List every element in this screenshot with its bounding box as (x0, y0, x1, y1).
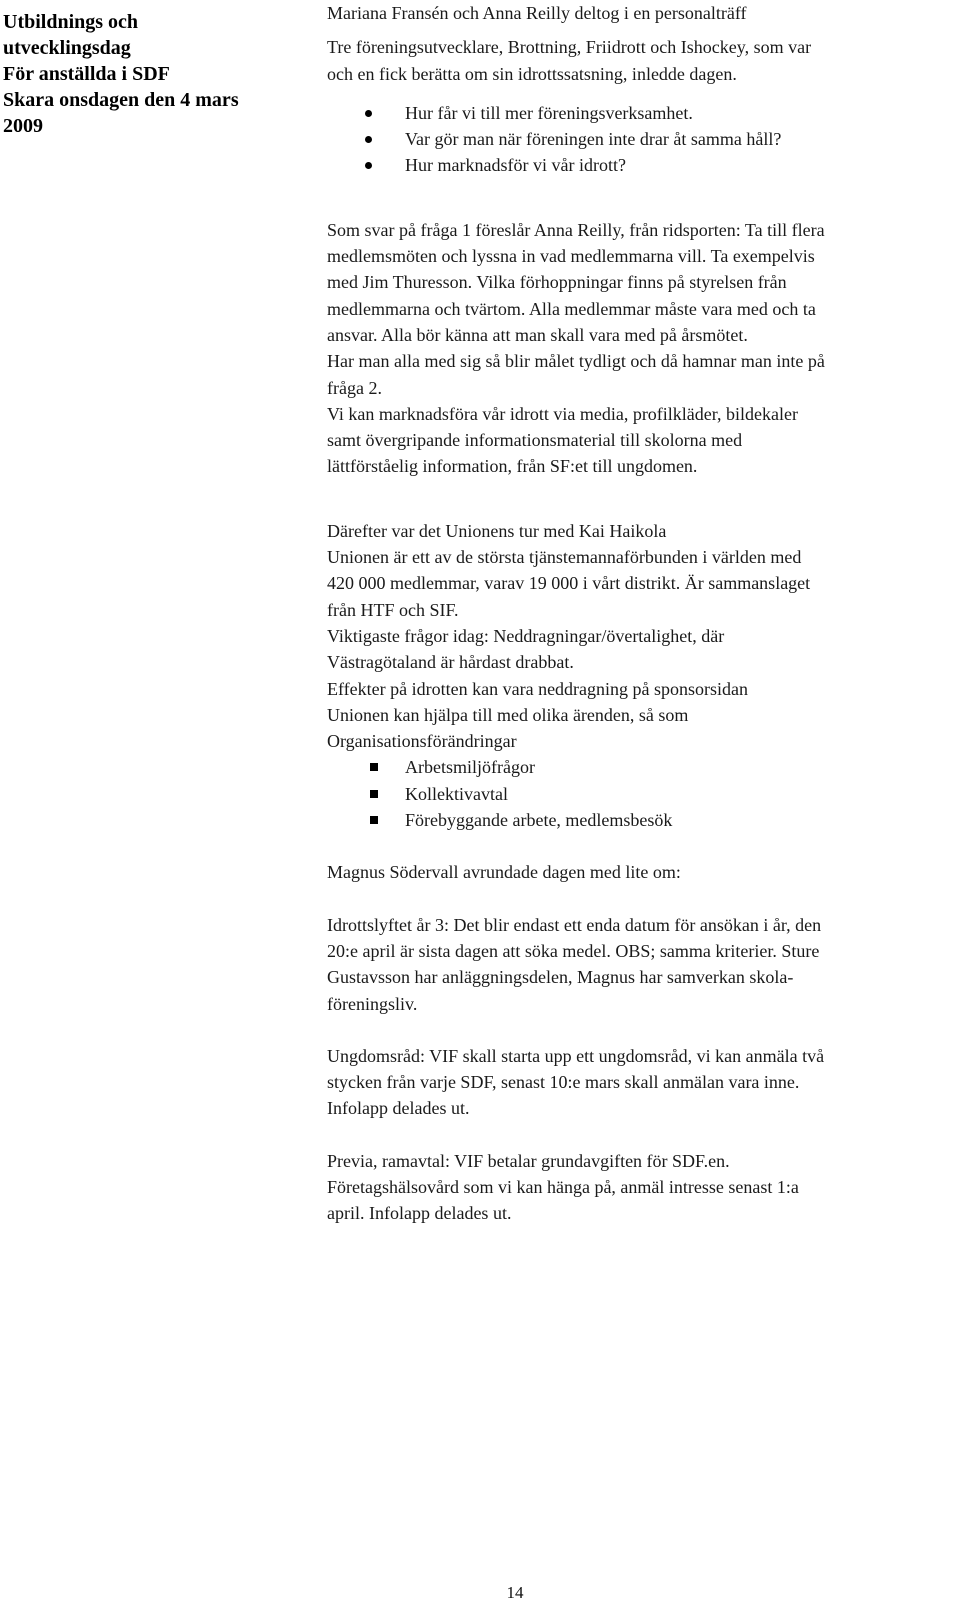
text-line: Unionen är ett av de största tjänstemannaförbunden i världen med (327, 547, 802, 568)
text-line: medlemsmöten och lyssna in vad medlemmarna vill. Ta exempelvis (327, 246, 815, 267)
sidebar-title-line: 2009 (3, 115, 43, 137)
list-item-text: Arbetsmiljöfrågor (405, 757, 535, 778)
sidebar-title-line: utvecklingsdag (3, 37, 131, 59)
text-line: samt övergripande informationsmaterial till skolorna med (327, 430, 743, 451)
text-line: från HTF och SIF. (327, 599, 459, 620)
text-line: 420 000 medlemmar, varav 19 000 i vårt distrikt. Är sammanslaget (327, 573, 811, 594)
text-line: Västragötaland är hårdast drabbat. (327, 652, 574, 673)
question-text: Hur marknadsför vi vår idrott? (405, 155, 626, 176)
spacer (327, 1122, 960, 1148)
answer-paragraph (327, 217, 960, 480)
bullet-square-icon (370, 790, 378, 798)
text-line: Magnus Södervall avrundade dagen med lite om: (327, 862, 681, 883)
text-line: Idrottslyftet år 3: Det blir endast ett enda datum för ansökan i år, den (327, 914, 822, 935)
text-line: Därefter var det Unionens tur med Kai Haikola (327, 520, 667, 541)
text-line: ansvar. Alla bör känna att man skall vara med på årsmötet. (327, 324, 748, 345)
list-item (327, 100, 960, 126)
questions-list (327, 100, 960, 179)
text-line: Viktigaste frågor idag: Neddragningar/övertalighet, där (327, 625, 725, 646)
bullet-dot-icon (365, 162, 372, 169)
text-line: lättförståelig information, från SF:et till ungdomen. (327, 456, 698, 477)
text-line: 20:e april är sista dagen att söka medel. OBS; samma kriterier. Sture (327, 940, 820, 961)
text-line: med Jim Thuresson. Vilka förhoppningar finns på styrelsen från (327, 272, 787, 293)
page-number: 14 (506, 1583, 524, 1602)
text-line: Ungdomsråd: VIF skall starta upp ett ungdomsråd, vi kan anmäla två (327, 1045, 825, 1066)
text-line: och en fick berätta om sin idrottssatsning, inledde dagen. (327, 63, 737, 84)
text-line: Som svar på fråga 1 föreslår Anna Reilly, från ridsporten: Ta till flera (327, 219, 825, 240)
text-line: april. Infolapp delades ut. (327, 1203, 512, 1224)
intro-heading: Mariana Fransén och Anna Reilly deltog i en personalträff (327, 3, 747, 23)
text-line: Tre föreningsutvecklare, Brottning, Friidrott och Ishockey, som var (327, 37, 812, 58)
bullet-square-icon (370, 816, 378, 824)
question-text: Hur får vi till mer föreningsverksamhet. (405, 102, 693, 123)
text-line: Gustavsson har anläggningsdelen, Magnus har samverkan skola- (327, 967, 794, 988)
bullet-square-icon (370, 763, 378, 771)
spacer (327, 1017, 960, 1043)
text-line: Företagshälsovård som vi kan hänga på, anmäl intresse senast 1:a (327, 1176, 799, 1197)
unionen-list (327, 754, 960, 833)
sidebar-title-line: Skara onsdagen den 4 mars (3, 89, 239, 111)
list-item (327, 781, 960, 807)
text-line: Har man alla med sig så blir målet tydligt och då hamnar man inte på (327, 351, 825, 372)
bullet-dot-icon (365, 110, 372, 117)
previa-paragraph (327, 1148, 960, 1227)
text-line: stycken från varje SDF, senast 10:e mars skall anmälan vara inne. (327, 1072, 800, 1093)
main-content (327, 0, 960, 1227)
intro-paragraph (327, 0, 960, 87)
list-item (327, 152, 960, 178)
magnus-intro (327, 859, 960, 885)
spacer (327, 886, 960, 912)
text-line: Infolapp delades ut. (327, 1098, 470, 1119)
spacer (327, 480, 960, 518)
text-line: Vi kan marknadsföra vår idrott via media, profilkläder, bildekaler (327, 403, 799, 424)
question-text: Var gör man när föreningen inte drar åt samma håll? (405, 129, 782, 150)
text-line: Unionen kan hjälpa till med olika ärenden, så som (327, 704, 689, 725)
text-line: medlemmarna och tvärtom. Alla medlemmar måste vara med och ta (327, 298, 816, 319)
bullet-dot-icon (365, 136, 372, 143)
text-line: Effekter på idrotten kan vara neddragning på sponsorsidan (327, 678, 749, 699)
text-line: Previa, ramavtal: VIF betalar grundavgiften för SDF.en. (327, 1150, 730, 1171)
list-item (327, 754, 960, 780)
list-item-text: Kollektivavtal (405, 783, 508, 804)
text-line: fråga 2. (327, 377, 382, 398)
list-item (327, 807, 960, 833)
list-item (327, 126, 960, 152)
sidebar-title-line: För anställda i SDF (3, 63, 170, 85)
text-line: föreningsliv. (327, 993, 418, 1014)
unionen-paragraph (327, 518, 960, 755)
idrottslyftet-paragraph (327, 912, 960, 1017)
spacer (327, 179, 960, 217)
sidebar-title-line: Utbildnings och (3, 11, 139, 33)
ungdomsrad-paragraph (327, 1043, 960, 1122)
sidebar-title (3, 9, 293, 139)
text-line: Organisationsförändringar (327, 731, 517, 752)
spacer (327, 833, 960, 859)
list-item-text: Förebyggande arbete, medlemsbesök (405, 810, 673, 831)
